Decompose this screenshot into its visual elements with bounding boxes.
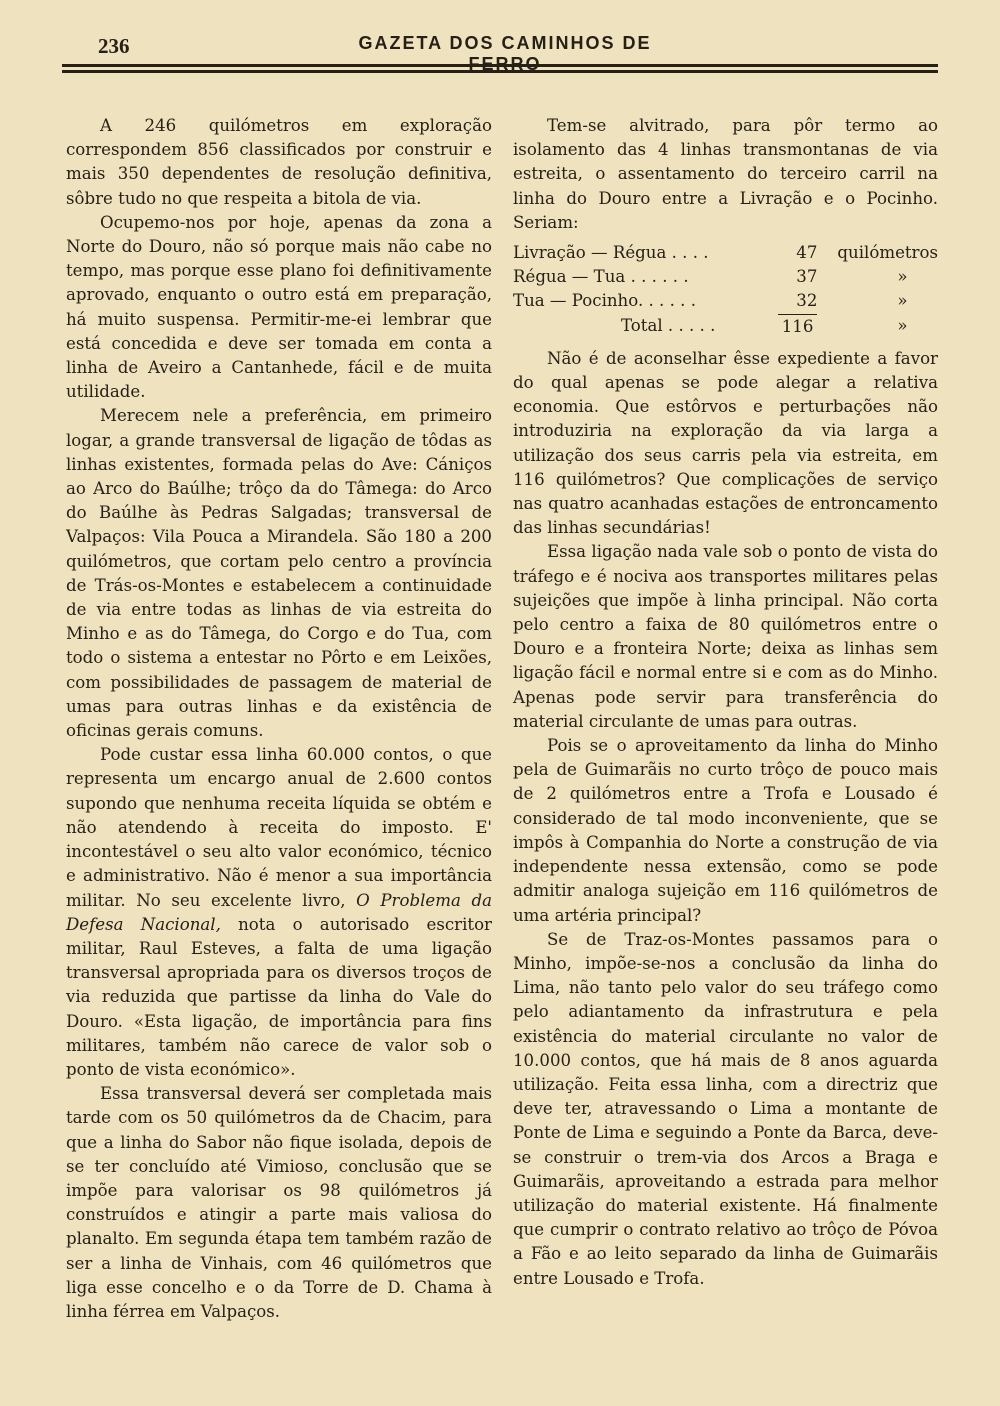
paragraph: Essa transversal deverá ser completada mais tarde com os 50 quilómetros da de Chacim, para que a linha do Sabor não fique isolada, depois de se ter concluído até Vimioso, conclusão que se impõe para valorisar os 98 quilómetros já construídos e atingir a parte mais valiosa do planalto. Em segunda étapa tem também razão de ser a linha de Vinhais, com 46 quilómetros que liga esse concelho e o da Torre de D. Chama à linha férrea em Valpaços. xyxy=(66,1084,492,1321)
right-column xyxy=(513,114,938,1291)
paragraph: Essa ligação nada vale sob o ponto de vista do tráfego e é nociva aos transportes militares pelas sujeições que impõe à linha principal. Não corta pelo centro a faixa de 80 quilómetros entre o Douro e a fronteira Norte; deixa as linhas sem ligação fácil e normal entre si e com as do Minho. Apenas pode servir para transferência do material circulante de umas para outras. xyxy=(513,542,938,731)
total-unit: » xyxy=(897,315,908,335)
paragraph: Não é de aconselhar êsse expediente a favor do qual apenas se pode alegar a relativa economia. Que estôrvos e perturbações não introduziria na exploração da via larga a utilização dos seus carris pela via estreita, em 116 quilómetros? Que complicações de serviço nas quatro acanhadas estações de entroncamento das linhas secundárias! xyxy=(513,348,938,538)
paragraph: Merecem nele a preferência, em primeiro logar, a grande transversal de ligação de tôdas as linhas existentes, formada pelas do Ave: Cániços ao Arco do Baúlhe; trôço da do Tâmega: do Arco do Baúlhe às Pedras Salgadas; transversal de Valpaços: Vila Pouca a Mirandela. São 180 a 200 quilómetros, que cortam pelo centro a província de Trás-os-Montes e estabelecem a continuidade de via entre todas as linhas de via estreita do Minho e as do Tâmega, do Corgo e do Tua, com todo o sistema a entestar no Pôrto e em Leixões, com possibilidades de passagem de material de umas para outras linhas e da existência de oficinas gerais comuns. xyxy=(66,406,492,741)
left-column xyxy=(66,114,492,1324)
page-number: 236 xyxy=(98,34,130,58)
total-km: 116 xyxy=(778,314,818,339)
paragraph: Ocupemo-nos por hoje, apenas da zona a Norte do Douro, não só porque mais não cabe no tempo, mas porque esse plano foi definitivamente aprovado, enquanto o outro está em preparação, há muito suspensa. Permitir-me-ei lembrar que está concedida e deve ser tomada em conta a linha de Aveiro a Cantanhede, fácil e de muita utilidade. xyxy=(66,212,492,402)
route-km: 32 xyxy=(796,291,818,311)
total-label: Total . . . . . xyxy=(621,315,716,335)
total-km-cell xyxy=(774,314,829,339)
route-label: Livração — Régua . . . . xyxy=(513,243,709,263)
book-title: O Problema da Defesa Nacional, xyxy=(66,890,492,934)
route-km: 37 xyxy=(796,267,818,287)
paragraph: Se de Traz-os-Montes passamos para o Minho, impõe-se-nos a conclusão da linha do Lima, não tanto pelo valor do seu tráfego como pelo adiantamento da infrastrutura e pela existência do material circulante no valor de 10.000 contos, que há mais de 8 anos aguarda utilização. Feita essa linha, com a directriz que deve ter, atravessando o Lima a montante de Ponte de Lima e seguindo a Ponte da Barca, deve-se construir o trem-via dos Arcos a Braga e Guimarãis, aproveitando a estrada para melhor utilização do material existente. Há finalmente que cumprir o contrato relativo ao trôço de Póvoa a Fão e ao leito separado da linha de Guimarãis entre Lousado e Trofa. xyxy=(513,929,938,1288)
table-row xyxy=(513,241,938,265)
table-row xyxy=(513,265,938,289)
table-row xyxy=(513,289,938,313)
header-rule xyxy=(62,64,938,73)
running-title: GAZETA DOS CAMINHOS DE FERRO xyxy=(358,33,652,74)
route-km: 47 xyxy=(796,243,818,263)
paragraph: Pois se o aproveitamento da linha do Minho pela de Guimarãis no curto trôço de pouco mais de 2 quilómetros entre a Trofa e Lousado é considerado de tal modo inconveniente, que se impôs à Companhia do Norte a construção de via independente nessa extensão, como se pode admitir analoga sujeição em 116 quilómetros de uma artéria principal? xyxy=(513,736,938,925)
distance-table xyxy=(513,241,938,339)
paragraph: Tem-se alvitrado, para pôr termo ao isolamento das 4 linhas transmontanas de via estreita, o assentamento do terceiro carril na linha do Douro entre a Livração e o Pocinho. Seriam: xyxy=(513,116,938,232)
route-unit: quilómetros xyxy=(837,243,938,263)
paragraph xyxy=(66,743,492,1082)
route-label: Régua — Tua . . . . . . xyxy=(513,267,689,287)
table-total-row xyxy=(513,314,938,339)
paragraph: A 246 quilómetros em exploração correspondem 856 classificados por construir e mais 350 dependentes de resolução definitiva, sôbre tudo no que respeita a bitola de via. xyxy=(66,116,492,208)
route-unit: » xyxy=(897,267,908,287)
paragraph-text: nota o autorisado escritor militar, Raul Esteves, a falta de uma ligação transversal apropriada para os diversos troços de via reduzida que partisse da linha do Vale do Douro. «Esta ligação, de importância para fins militares, também não carece de valor sob o ponto de vista económico». xyxy=(66,914,492,1079)
route-unit: » xyxy=(897,291,908,311)
paragraph-text: Pode custar essa linha 60.000 contos, o que representa um encargo anual de 2.600 contos supondo que nenhuma receita líquida se obtém e não atendendo à receita do imposto. E' incontestável o seu alto valor económico, técnico e administrativo. Não é menor a sua importância militar. No seu excelente livro, xyxy=(66,745,492,910)
route-label: Tua — Pocinho. . . . . . xyxy=(513,291,696,311)
